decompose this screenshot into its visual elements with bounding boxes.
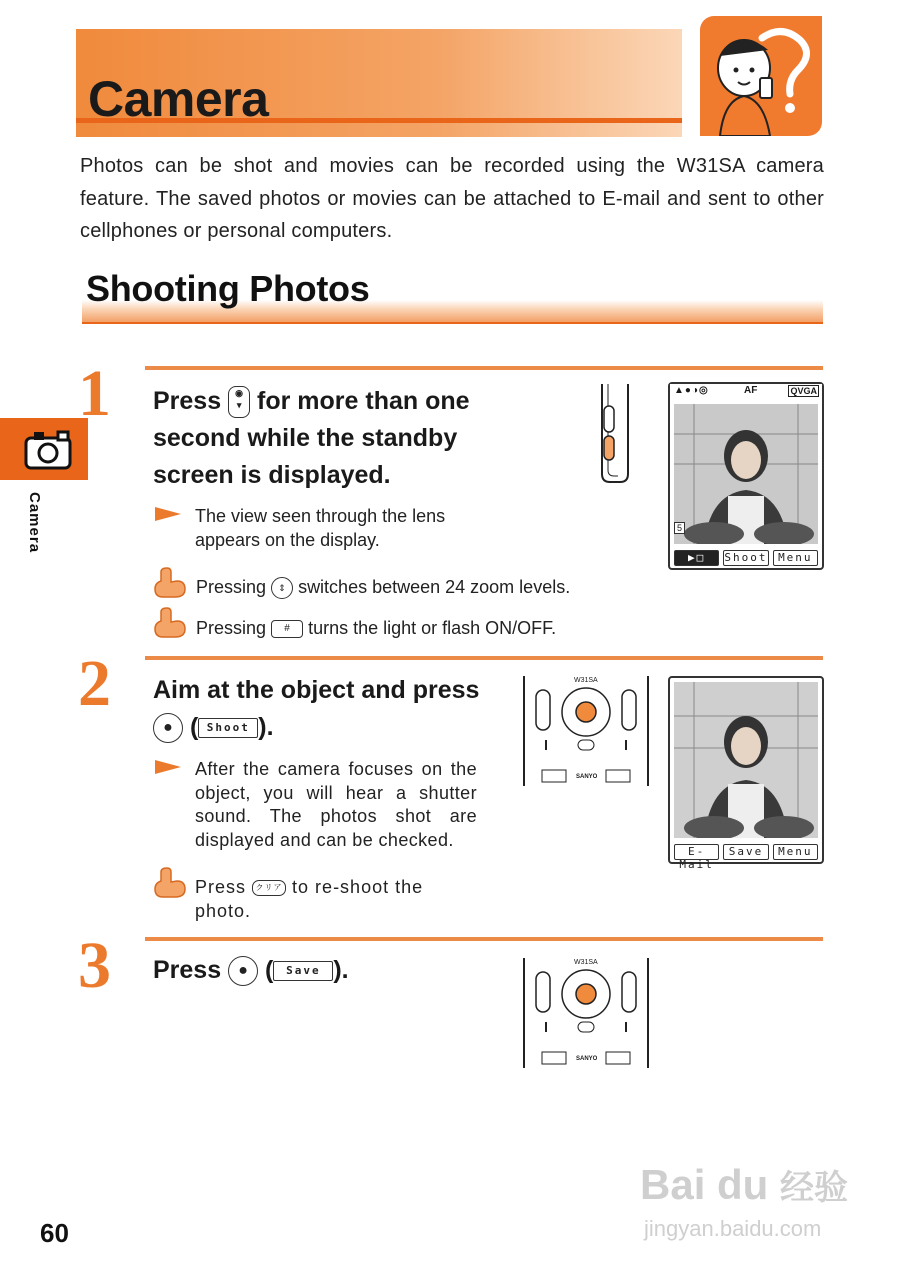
step-3-heading: [153, 952, 493, 989]
page-number: 60: [40, 1218, 69, 1248]
captured-photo: [674, 682, 818, 838]
clear-key-icon: クリア: [252, 880, 286, 896]
phone-brand-label: SANYO: [576, 1056, 598, 1062]
watermark-cn-text: 经验: [780, 1169, 849, 1207]
mascot-illustration: [700, 16, 822, 136]
camera-icon: [0, 418, 88, 480]
hash-key-icon: #: [271, 620, 303, 638]
softkey-save[interactable]: Save: [723, 844, 768, 860]
softkey-menu[interactable]: Menu: [773, 844, 818, 860]
viewfinder-screen: [668, 382, 824, 570]
shoot-softkey-label: Shoot: [198, 718, 258, 738]
watermark-url: jingyan.baidu.com: [644, 1216, 822, 1241]
up-down-key-icon: ⇕: [271, 577, 293, 599]
step-1-heading-rest: for more than one second while the standby screen is displayed.: [153, 387, 470, 489]
softkey-row: [674, 844, 818, 871]
af-indicator: AF: [744, 385, 758, 396]
step-1-result: The view seen through the lens appears on the display.: [195, 506, 446, 550]
softkey-menu[interactable]: Menu: [773, 550, 818, 566]
side-tab: [0, 418, 88, 480]
step-3-paren-close: ).: [333, 956, 349, 984]
step-3-heading-press: Press: [153, 956, 222, 984]
watermark-brand-text: Bai du: [640, 1161, 769, 1208]
step-2-result: After the camera focuses on the object, you will hear a shutter sound. The photos shot are displayed and can be checked.: [195, 759, 477, 850]
tip-zoom: [196, 576, 570, 600]
softkey-row: [674, 550, 818, 566]
camera-side-key-icon: ◉ ▾: [228, 386, 250, 418]
step-1-heading: [153, 383, 483, 494]
phone-brand-label: SANYO: [576, 774, 598, 780]
step-2-tip-post: to re-shoot the photo.: [195, 877, 424, 921]
resolution-indicator: QVGA: [790, 386, 817, 396]
step-2-heading-text: Aim at the object and press: [153, 676, 480, 704]
center-key-icon: ●: [153, 713, 183, 743]
step-2-paren-close: ).: [258, 713, 274, 741]
step-2-tip-pre: Press: [195, 877, 247, 897]
watermark-brand: [640, 1160, 848, 1209]
hand-pointer-icon: [153, 866, 189, 903]
center-key-icon: ●: [228, 956, 258, 986]
hand-pointer-icon: [153, 606, 189, 643]
step-2-heading: [153, 672, 483, 746]
step-3-paren-open: (: [265, 956, 274, 984]
tip-zoom-pre: Pressing: [196, 577, 267, 597]
step-1-rule: [145, 366, 823, 370]
hand-pointer-icon: [153, 566, 189, 603]
softkey-shoot[interactable]: Shoot: [724, 551, 768, 564]
result-arrow-icon: [155, 760, 181, 774]
phone-model-label: W31SA: [574, 959, 598, 966]
step-3-number: 3: [78, 929, 111, 1002]
phone-side-illustration: [598, 384, 632, 489]
step-2-paren-open: (: [189, 713, 199, 741]
step-3-rule: [145, 937, 823, 941]
section-heading: Shooting Photos: [86, 268, 370, 309]
phone-model-label: W31SA: [574, 677, 598, 684]
step-2-tip: [195, 876, 477, 923]
phone-keypad-illustration: [522, 958, 650, 1075]
tip-zoom-post: switches between 24 zoom levels.: [298, 577, 571, 597]
step-2-number: 2: [78, 647, 111, 720]
preview-photo: [674, 404, 818, 544]
tip-light-post: turns the light or flash ON/OFF.: [308, 618, 557, 638]
step-1-heading-press: Press: [153, 387, 222, 415]
result-arrow-icon: [155, 507, 181, 521]
video-mode-icon[interactable]: ▶□: [674, 550, 719, 566]
phone-keypad-illustration: [522, 676, 650, 793]
page-title: Camera: [88, 71, 269, 127]
intro-paragraph: Photos can be shot and movies can be recorded using the W31SA camera feature. The saved photos or movies can be attached to E-mail and sent to other cellphones or personal computers.: [80, 155, 824, 242]
tip-light: [196, 617, 556, 641]
step-2-rule: [145, 656, 823, 660]
counter-badge: 5: [674, 522, 685, 534]
screen-status-bar: ▲●◑◎ AF QVGA: [670, 384, 822, 400]
softkey-email[interactable]: E-Mail: [674, 844, 719, 860]
step-1-number: 1: [78, 357, 111, 430]
captured-photo-screen: [668, 676, 824, 871]
side-tab-label: Camera: [26, 492, 43, 554]
save-softkey-label: Save: [273, 961, 333, 981]
tip-light-pre: Pressing: [196, 618, 267, 638]
